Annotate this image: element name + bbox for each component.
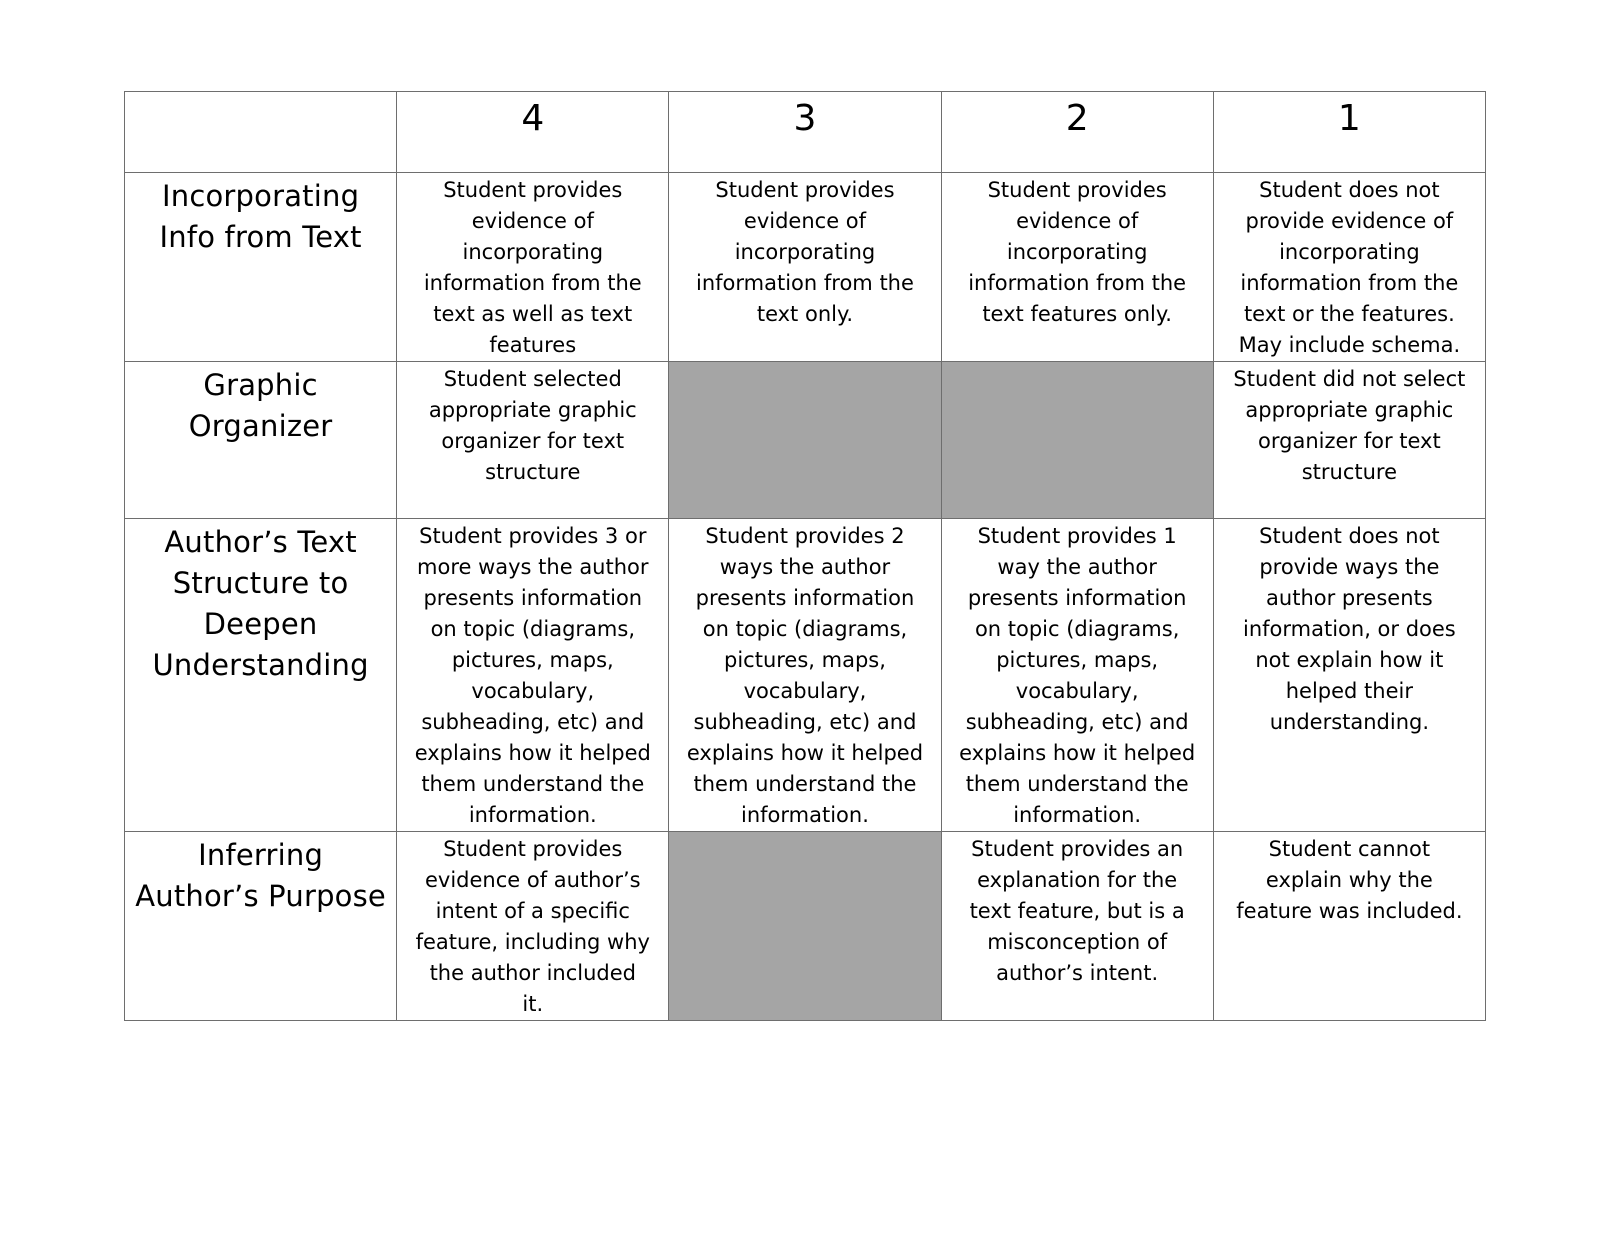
criterion-cell [125, 362, 397, 519]
descriptor-text: Student provides evidence of incorporating information from the text as well as text features [423, 178, 642, 357]
shaded-cell-3 [669, 362, 941, 519]
shaded-cell-2 [941, 362, 1213, 519]
score-label: 1 [1337, 98, 1361, 139]
descriptor-text: Student provides evidence of incorporating information from the text features only. [968, 178, 1187, 326]
score-header-4 [397, 92, 669, 173]
descriptor-cell-4 [397, 173, 669, 362]
descriptor-cell-1 [1213, 519, 1485, 832]
criterion-cell [125, 519, 397, 832]
descriptor-text: Student provides 2 ways the author presents information on topic (diagrams, pictures, maps, vocabulary, subheading, etc) and explains how it helped them understand the information. [686, 524, 924, 827]
criterion-label: Author’s Text Structure to Deepen Understanding [152, 525, 369, 682]
row-text-structure [125, 519, 1486, 832]
corner-cell [125, 92, 397, 173]
row-graphic-organizer [125, 362, 1486, 519]
descriptor-text: Student provides evidence of author’s intent of a specific feature, including why the author included it. [415, 837, 650, 1016]
score-header-3 [669, 92, 941, 173]
descriptor-cell-3 [669, 173, 941, 362]
score-label: 4 [521, 98, 545, 139]
header-row [125, 92, 1486, 173]
criterion-label: Graphic Organizer [188, 368, 333, 443]
descriptor-text: Student does not provide evidence of incorporating information from the text or the features. May include schema. [1238, 178, 1461, 357]
descriptor-text: Student provides 1 way the author presents information on topic (diagrams, pictures, maps, vocabulary, subheading, etc) and explains how it helped them understand the information. [959, 524, 1196, 827]
shaded-cell-3 [669, 832, 941, 1021]
score-label: 3 [793, 98, 817, 139]
descriptor-cell-1 [1213, 173, 1485, 362]
score-header-2 [941, 92, 1213, 173]
descriptor-cell-3 [669, 519, 941, 832]
descriptor-cell-2 [941, 519, 1213, 832]
rubric-table [124, 91, 1486, 1021]
criterion-label: Incorporating Info from Text [159, 179, 362, 254]
descriptor-cell-1 [1213, 832, 1485, 1021]
descriptor-text: Student cannot explain why the feature was included. [1236, 837, 1463, 923]
descriptor-cell-4 [397, 519, 669, 832]
descriptor-cell-1 [1213, 362, 1485, 519]
row-authors-purpose [125, 832, 1486, 1021]
descriptor-text: Student provides evidence of incorporating information from the text only. [696, 178, 914, 326]
descriptor-text: Student selected appropriate graphic organizer for text structure [428, 367, 637, 484]
descriptor-cell-4 [397, 832, 669, 1021]
descriptor-cell-4 [397, 362, 669, 519]
descriptor-text: Student did not select appropriate graphic organizer for text structure [1233, 367, 1466, 484]
descriptor-cell-2 [941, 832, 1213, 1021]
descriptor-text: Student provides an explanation for the text feature, but is a misconception of author’s intent. [969, 837, 1185, 985]
criterion-cell [125, 173, 397, 362]
score-label: 2 [1065, 98, 1089, 139]
descriptor-text: Student does not provide ways the author presents information, or does not explain how it helped their understanding. [1243, 524, 1456, 734]
criterion-cell [125, 832, 397, 1021]
row-incorporating-info [125, 173, 1486, 362]
criterion-label: Inferring Author’s Purpose [135, 838, 386, 913]
descriptor-text: Student provides 3 or more ways the author presents information on topic (diagrams, pictures, maps, vocabulary, subheading, etc) and explains how it helped them understand the information. [414, 524, 651, 827]
score-header-1 [1213, 92, 1485, 173]
descriptor-cell-2 [941, 173, 1213, 362]
